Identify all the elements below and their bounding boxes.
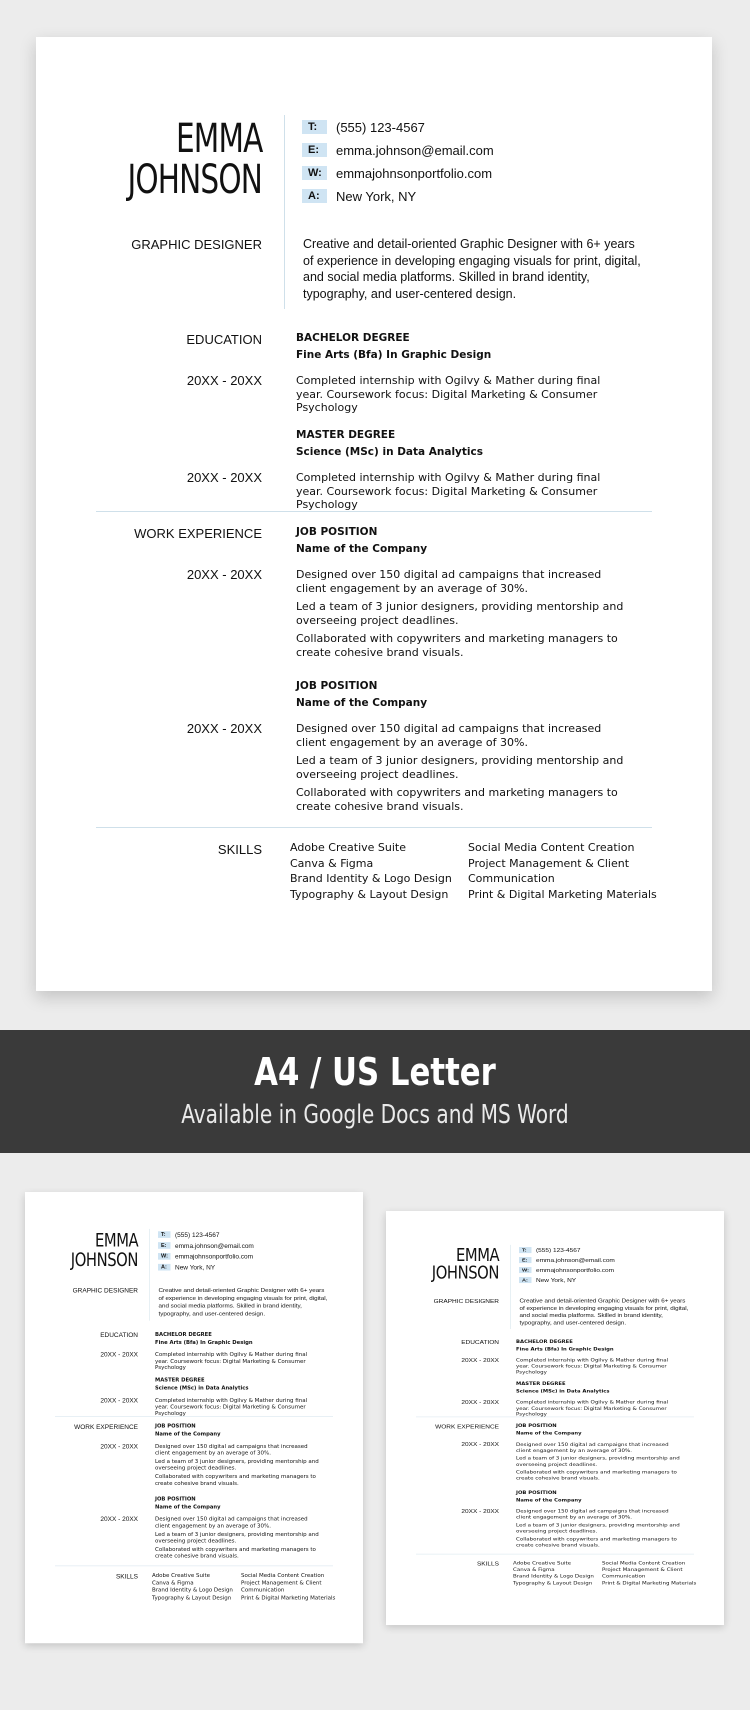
education-date: 20XX - 20XX: [100, 1396, 138, 1404]
contact-web: [302, 163, 492, 183]
format-banner: [0, 1030, 750, 1153]
degree-field: Fine Arts (Bfa) In Graphic Design: [155, 1339, 253, 1346]
resume-page-a4-thumb: [25, 1192, 363, 1643]
work-bullet: Collaborated with copywriters and marketing managers to create cohesive brand visuals.: [516, 1469, 677, 1481]
skills-heading: SKILLS: [476, 1560, 499, 1567]
job-position: JOB POSITION: [516, 1423, 557, 1429]
skills-right: [602, 1560, 710, 1587]
name-first: EMMA: [455, 1245, 499, 1266]
skill-item: Project Management & Client: [468, 856, 630, 870]
degree-field: Science (MSc) in Data Analytics: [296, 445, 483, 458]
education-date: 20XX - 20XX: [186, 470, 262, 485]
job-title: GRAPHIC DESIGNER: [433, 1297, 499, 1305]
work-bullet: Designed over 150 digital ad campaigns that increased client engagement by an average of 30%.: [155, 1516, 308, 1529]
skill-item: Social Media Content Creation: [468, 841, 635, 854]
education-desc: Completed internship with Ogilvy & Mather during final year. Coursework focus: Digital Marketing & Consumer Psychology: [155, 1351, 308, 1371]
contact-email: [302, 140, 494, 160]
contact-web: [158, 1252, 253, 1261]
work-item: [296, 526, 626, 659]
work-item: [516, 1490, 681, 1548]
web-icon: W:: [519, 1267, 532, 1273]
work-date: 20XX - 20XX: [461, 1441, 499, 1448]
work-heading: WORK EXPERIENCE: [134, 526, 262, 541]
contact-address: [158, 1262, 215, 1271]
skills-left: [290, 840, 465, 902]
job-position: JOB POSITION: [155, 1423, 196, 1429]
education-date: 20XX - 20XX: [186, 373, 262, 388]
skill-item: Adobe Creative Suite: [290, 841, 406, 854]
summary: Creative and detail-oriented Graphic Designer with 6+ years of experience in developing engaging visuals for print, digital, and social media platforms. Skilled in brand identity, typography, and user-centered design.: [519, 1297, 689, 1326]
degree-field: Science (MSc) in Data Analytics: [155, 1385, 249, 1391]
name-last: JOHNSON: [431, 1263, 499, 1284]
contact-value: New York, NY: [336, 188, 417, 204]
contact-address: [302, 186, 416, 206]
contact-web: [519, 1266, 614, 1275]
section-divider: [96, 827, 652, 828]
degree-field: Fine Arts (Bfa) In Graphic Design: [516, 1346, 614, 1352]
phone-icon: T:: [302, 120, 327, 134]
work-item: [296, 680, 626, 813]
address-icon: A:: [158, 1264, 171, 1271]
education-desc: Completed internship with Ogilvy & Mather during final year. Coursework focus: Digital Marketing & Consumer Psychology: [296, 471, 601, 511]
contact-value: New York, NY: [536, 1276, 577, 1284]
job-title: GRAPHIC DESIGNER: [131, 237, 262, 252]
degree: BACHELOR DEGREE: [296, 332, 410, 344]
work-date: 20XX - 20XX: [461, 1507, 499, 1515]
skill-item: Typography & Layout Design: [290, 887, 449, 901]
work-bullet: Led a team of 3 junior designers, providing mentorship and overseeing project deadlines.: [155, 1458, 319, 1471]
work-bullet: Led a team of 3 junior designers, providing mentorship and overseeing project deadlines.: [516, 1455, 680, 1467]
contact-email: [158, 1241, 254, 1250]
degree: BACHELOR DEGREE: [516, 1339, 573, 1345]
email-icon: E:: [158, 1242, 171, 1249]
work-date: 20XX - 20XX: [186, 721, 262, 736]
skill-item: Social Media Content Creation: [241, 1572, 325, 1579]
degree: MASTER DEGREE: [155, 1377, 205, 1384]
summary: Creative and detail-oriented Graphic Designer with 6+ years of experience in developing engaging visuals for print, digital, and social media platforms. Skilled in brand identity, typography, and user-centered design.: [158, 1286, 328, 1317]
job-position: JOB POSITION: [516, 1490, 557, 1496]
education-item: [155, 1377, 320, 1416]
education-desc: Completed internship with Ogilvy & Mather during final year. Coursework focus: Digital Marketing & Consumer Psychology: [296, 374, 601, 414]
work-item: [516, 1423, 681, 1481]
skill-item: Communication: [602, 1573, 646, 1580]
education-item: [296, 429, 626, 512]
email-icon: E:: [302, 143, 327, 157]
skills-left: [152, 1572, 240, 1601]
skill-item: Brand Identity & Logo Design: [290, 872, 452, 885]
skill-item: Communication: [241, 1586, 285, 1594]
phone-icon: T:: [158, 1231, 171, 1238]
work-bullet: Collaborated with copywriters and marketing managers to create cohesive brand visuals.: [155, 1473, 316, 1486]
education-date: 20XX - 20XX: [461, 1398, 499, 1406]
company-name: Name of the Company: [516, 1497, 582, 1503]
work-bullet: Collaborated with copywriters and marketing managers to create cohesive brand visuals.: [296, 632, 618, 659]
email-icon: E:: [519, 1257, 532, 1263]
job-title: GRAPHIC DESIGNER: [72, 1286, 138, 1294]
education-heading: EDUCATION: [461, 1339, 499, 1346]
education-desc: Completed internship with Ogilvy & Mather during final year. Coursework focus: Digital Marketing & Consumer Psychology: [516, 1357, 669, 1375]
skill-item: Project Management & Client: [241, 1579, 322, 1586]
degree: MASTER DEGREE: [516, 1381, 566, 1387]
skills-left: [513, 1560, 601, 1587]
header-divider: [149, 1229, 150, 1321]
contact-value: New York, NY: [175, 1263, 216, 1271]
skill-item: Canva & Figma: [513, 1566, 555, 1573]
education-heading: EDUCATION: [186, 332, 262, 347]
skill-item: Project Management & Client: [602, 1566, 683, 1573]
contact-email: [519, 1256, 615, 1265]
contact-value: emma.johnson@email.com: [536, 1256, 615, 1264]
work-bullet: Led a team of 3 junior designers, providing mentorship and overseeing project deadlines.: [155, 1531, 319, 1544]
banner-subtitle: Available in Google Docs and MS Word: [181, 1100, 569, 1130]
work-bullet: Designed over 150 digital ad campaigns that increased client engagement by an average of 30%.: [296, 722, 602, 749]
skill-item: Communication: [468, 872, 555, 885]
skill-item: Brand Identity & Logo Design: [152, 1586, 233, 1594]
web-icon: W:: [302, 166, 327, 180]
education-heading: EDUCATION: [100, 1331, 138, 1339]
skill-item: Brand Identity & Logo Design: [513, 1573, 594, 1580]
phone-icon: T:: [519, 1247, 532, 1253]
work-bullet: Designed over 150 digital ad campaigns that increased client engagement by an average of 30%.: [516, 1441, 669, 1453]
education-date: 20XX - 20XX: [100, 1350, 138, 1359]
contact-phone: [158, 1230, 219, 1239]
contact-phone: [302, 117, 425, 137]
company-name: Name of the Company: [516, 1430, 582, 1436]
skill-item: Typography & Layout Design: [152, 1594, 232, 1601]
work-item: [155, 1423, 320, 1486]
banner-title: A4 / US Letter: [254, 1050, 496, 1094]
address-icon: A:: [519, 1277, 532, 1283]
header-divider: [284, 115, 285, 309]
work-heading: WORK EXPERIENCE: [435, 1423, 499, 1430]
work-bullet: Led a team of 3 junior designers, providing mentorship and overseeing project deadlines.: [296, 600, 624, 627]
job-position: JOB POSITION: [155, 1496, 196, 1502]
contact-value: emmajohnsonportfolio.com: [336, 165, 493, 181]
name-last: JOHNSON: [70, 1248, 138, 1271]
address-icon: A:: [302, 189, 327, 203]
education-desc: Completed internship with Ogilvy & Mather during final year. Coursework focus: Digital Marketing & Consumer Psychology: [516, 1399, 669, 1417]
work-bullet: Collaborated with copywriters and marketing managers to create cohesive brand visuals.: [296, 786, 618, 813]
skill-item: Adobe Creative Suite: [152, 1572, 210, 1579]
job-position: JOB POSITION: [296, 526, 378, 538]
contact-address: [519, 1276, 576, 1285]
company-name: Name of the Company: [296, 696, 428, 709]
contact-value: (555) 123-4567: [336, 119, 425, 135]
education-date: 20XX - 20XX: [461, 1356, 499, 1364]
education-item: [516, 1339, 681, 1375]
resume-page-main: [36, 37, 712, 991]
contact-value: emmajohnsonportfolio.com: [175, 1252, 254, 1260]
skill-item: Adobe Creative Suite: [513, 1559, 571, 1566]
contact-value: (555) 123-4567: [175, 1231, 220, 1239]
job-position: JOB POSITION: [296, 680, 378, 692]
skill-item: Print & Digital Marketing Materials: [602, 1580, 697, 1586]
degree-field: Fine Arts (Bfa) In Graphic Design: [296, 348, 492, 361]
skill-item: Print & Digital Marketing Materials: [241, 1594, 336, 1601]
degree: BACHELOR DEGREE: [155, 1331, 212, 1338]
web-icon: W:: [158, 1253, 171, 1260]
skill-item: Canva & Figma: [290, 856, 374, 870]
work-date: 20XX - 20XX: [100, 1515, 138, 1523]
work-heading: WORK EXPERIENCE: [74, 1423, 138, 1431]
resume-page-letter-thumb: [386, 1211, 724, 1625]
skills-right: [241, 1572, 349, 1601]
work-bullet: Designed over 150 digital ad campaigns that increased client engagement by an average of 30%.: [516, 1508, 669, 1520]
skill-item: Typography & Layout Design: [513, 1580, 593, 1586]
work-bullet: Designed over 150 digital ad campaigns that increased client engagement by an average of 30%.: [155, 1443, 308, 1456]
contact-value: (555) 123-4567: [536, 1246, 581, 1254]
degree-field: Science (MSc) in Data Analytics: [516, 1388, 610, 1394]
skill-item: Social Media Content Creation: [602, 1559, 686, 1566]
work-bullet: Collaborated with copywriters and marketing managers to create cohesive brand visuals.: [516, 1536, 677, 1548]
company-name: Name of the Company: [296, 542, 428, 555]
education-desc: Completed internship with Ogilvy & Mather during final year. Coursework focus: Digital Marketing & Consumer Psychology: [155, 1397, 308, 1417]
contact-value: emmajohnsonportfolio.com: [536, 1266, 615, 1274]
work-date: 20XX - 20XX: [100, 1442, 138, 1450]
section-divider: [96, 511, 652, 512]
skills-heading: SKILLS: [115, 1572, 138, 1580]
work-bullet: Collaborated with copywriters and marketing managers to create cohesive brand visuals.: [155, 1546, 316, 1559]
name-first: EMMA: [94, 1229, 138, 1252]
company-name: Name of the Company: [155, 1431, 221, 1437]
name-first: EMMA: [175, 116, 262, 162]
header-divider: [510, 1245, 511, 1329]
education-item: [516, 1381, 681, 1417]
work-item: [155, 1496, 320, 1559]
education-item: [296, 332, 626, 415]
work-date: 20XX - 20XX: [186, 567, 262, 582]
skill-item: Print & Digital Marketing Materials: [468, 887, 657, 901]
contact-phone: [519, 1246, 580, 1255]
education-item: [155, 1332, 320, 1371]
skill-item: Canva & Figma: [152, 1579, 194, 1586]
work-bullet: Designed over 150 digital ad campaigns that increased client engagement by an average of 30%.: [296, 568, 602, 595]
contact-value: emma.johnson@email.com: [175, 1241, 254, 1249]
skills-heading: SKILLS: [217, 842, 262, 857]
work-bullet: Led a team of 3 junior designers, providing mentorship and overseeing project deadlines.: [296, 754, 624, 781]
summary: Creative and detail-oriented Graphic Designer with 6+ years of experience in developing engaging visuals for print, digital, and social media platforms. Skilled in brand identity, typography, and user-centered design.: [303, 237, 641, 301]
company-name: Name of the Company: [155, 1503, 221, 1510]
skills-right: [468, 840, 683, 902]
degree: MASTER DEGREE: [296, 429, 396, 441]
work-bullet: Led a team of 3 junior designers, providing mentorship and overseeing project deadlines.: [516, 1522, 680, 1534]
contact-value: emma.johnson@email.com: [336, 142, 494, 158]
name-last: JOHNSON: [127, 157, 262, 203]
